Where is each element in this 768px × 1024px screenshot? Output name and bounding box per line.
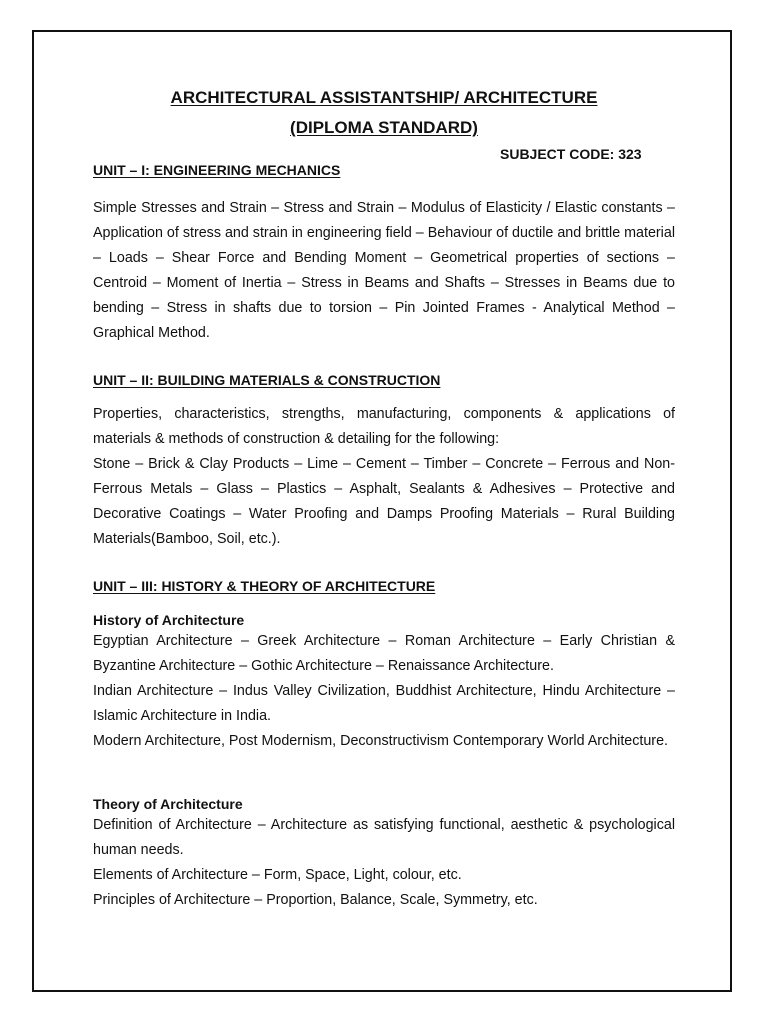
theory-heading: Theory of Architecture (93, 796, 243, 812)
unit-1-paragraph: Simple Stresses and Strain – Stress and Strain – Modulus of Elasticity / Elastic constants – Application of stress and strain in engineering field – Behaviour of ductile and brittle material – Loads – Shear Force and Bending Moment – Geometrical properties of sections – Centroid – Moment of Inertia – Stress in Beams and Shafts – Stresses in Beams due to bending – Stress in shafts due to torsion – Pin Jointed Frames - Analytical Method – Graphical Method. (93, 200, 675, 341)
document-title: ARCHITECTURAL ASSISTANTSHIP/ ARCHITECTURE (170, 88, 598, 107)
history-paragraph-3: Modern Architecture, Post Modernism, Deconstructivism Contemporary World Architecture. (93, 733, 668, 749)
theory-section (93, 796, 675, 913)
document-subtitle: (DIPLOMA STANDARD) (290, 118, 478, 137)
theory-paragraph-3: Principles of Architecture – Proportion, Balance, Scale, Symmetry, etc. (93, 892, 538, 908)
history-heading: History of Architecture (93, 612, 245, 628)
history-section (93, 612, 675, 754)
theory-paragraph-2: Elements of Architecture – Form, Space, Light, colour, etc. (93, 867, 462, 883)
history-paragraph-1: Egyptian Architecture – Greek Architecture – Roman Architecture – Early Christian & Byzantine Architecture – Gothic Architecture – Renaissance Architecture. (93, 633, 675, 674)
unit-2-heading: UNIT – II: BUILDING MATERIALS & CONSTRUCTION (93, 372, 441, 388)
unit-1-body (93, 196, 675, 346)
unit-1-heading: UNIT – I: ENGINEERING MECHANICS (93, 162, 341, 178)
unit-2-paragraph-1: Properties, characteristics, strengths, manufacturing, components & applications of materials & methods of construction & detailing for the following: (93, 406, 675, 447)
subject-code: SUBJECT CODE: 323 (500, 146, 642, 162)
unit-2-body (93, 402, 675, 552)
unit-1-section (93, 162, 675, 178)
unit-2-section (93, 372, 675, 388)
theory-paragraph-1: Definition of Architecture – Architecture as satisfying functional, aesthetic & psychological human needs. (93, 817, 675, 858)
unit-3-section (93, 578, 675, 594)
unit-2-paragraph-2: Stone – Brick & Clay Products – Lime – Cement – Timber – Concrete – Ferrous and Non-Ferrous Metals – Glass – Plastics – Asphalt, Sealants & Adhesives – Protective and Decorative Coatings – Water Proofing and Damps Proofing Materials – Rural Building Materials(Bamboo, Soil, etc.). (93, 456, 675, 547)
unit-3-heading: UNIT – III: HISTORY & THEORY OF ARCHITECTURE (93, 578, 436, 594)
history-paragraph-2: Indian Architecture – Indus Valley Civilization, Buddhist Architecture, Hindu Architecture – Islamic Architecture in India. (93, 683, 675, 724)
